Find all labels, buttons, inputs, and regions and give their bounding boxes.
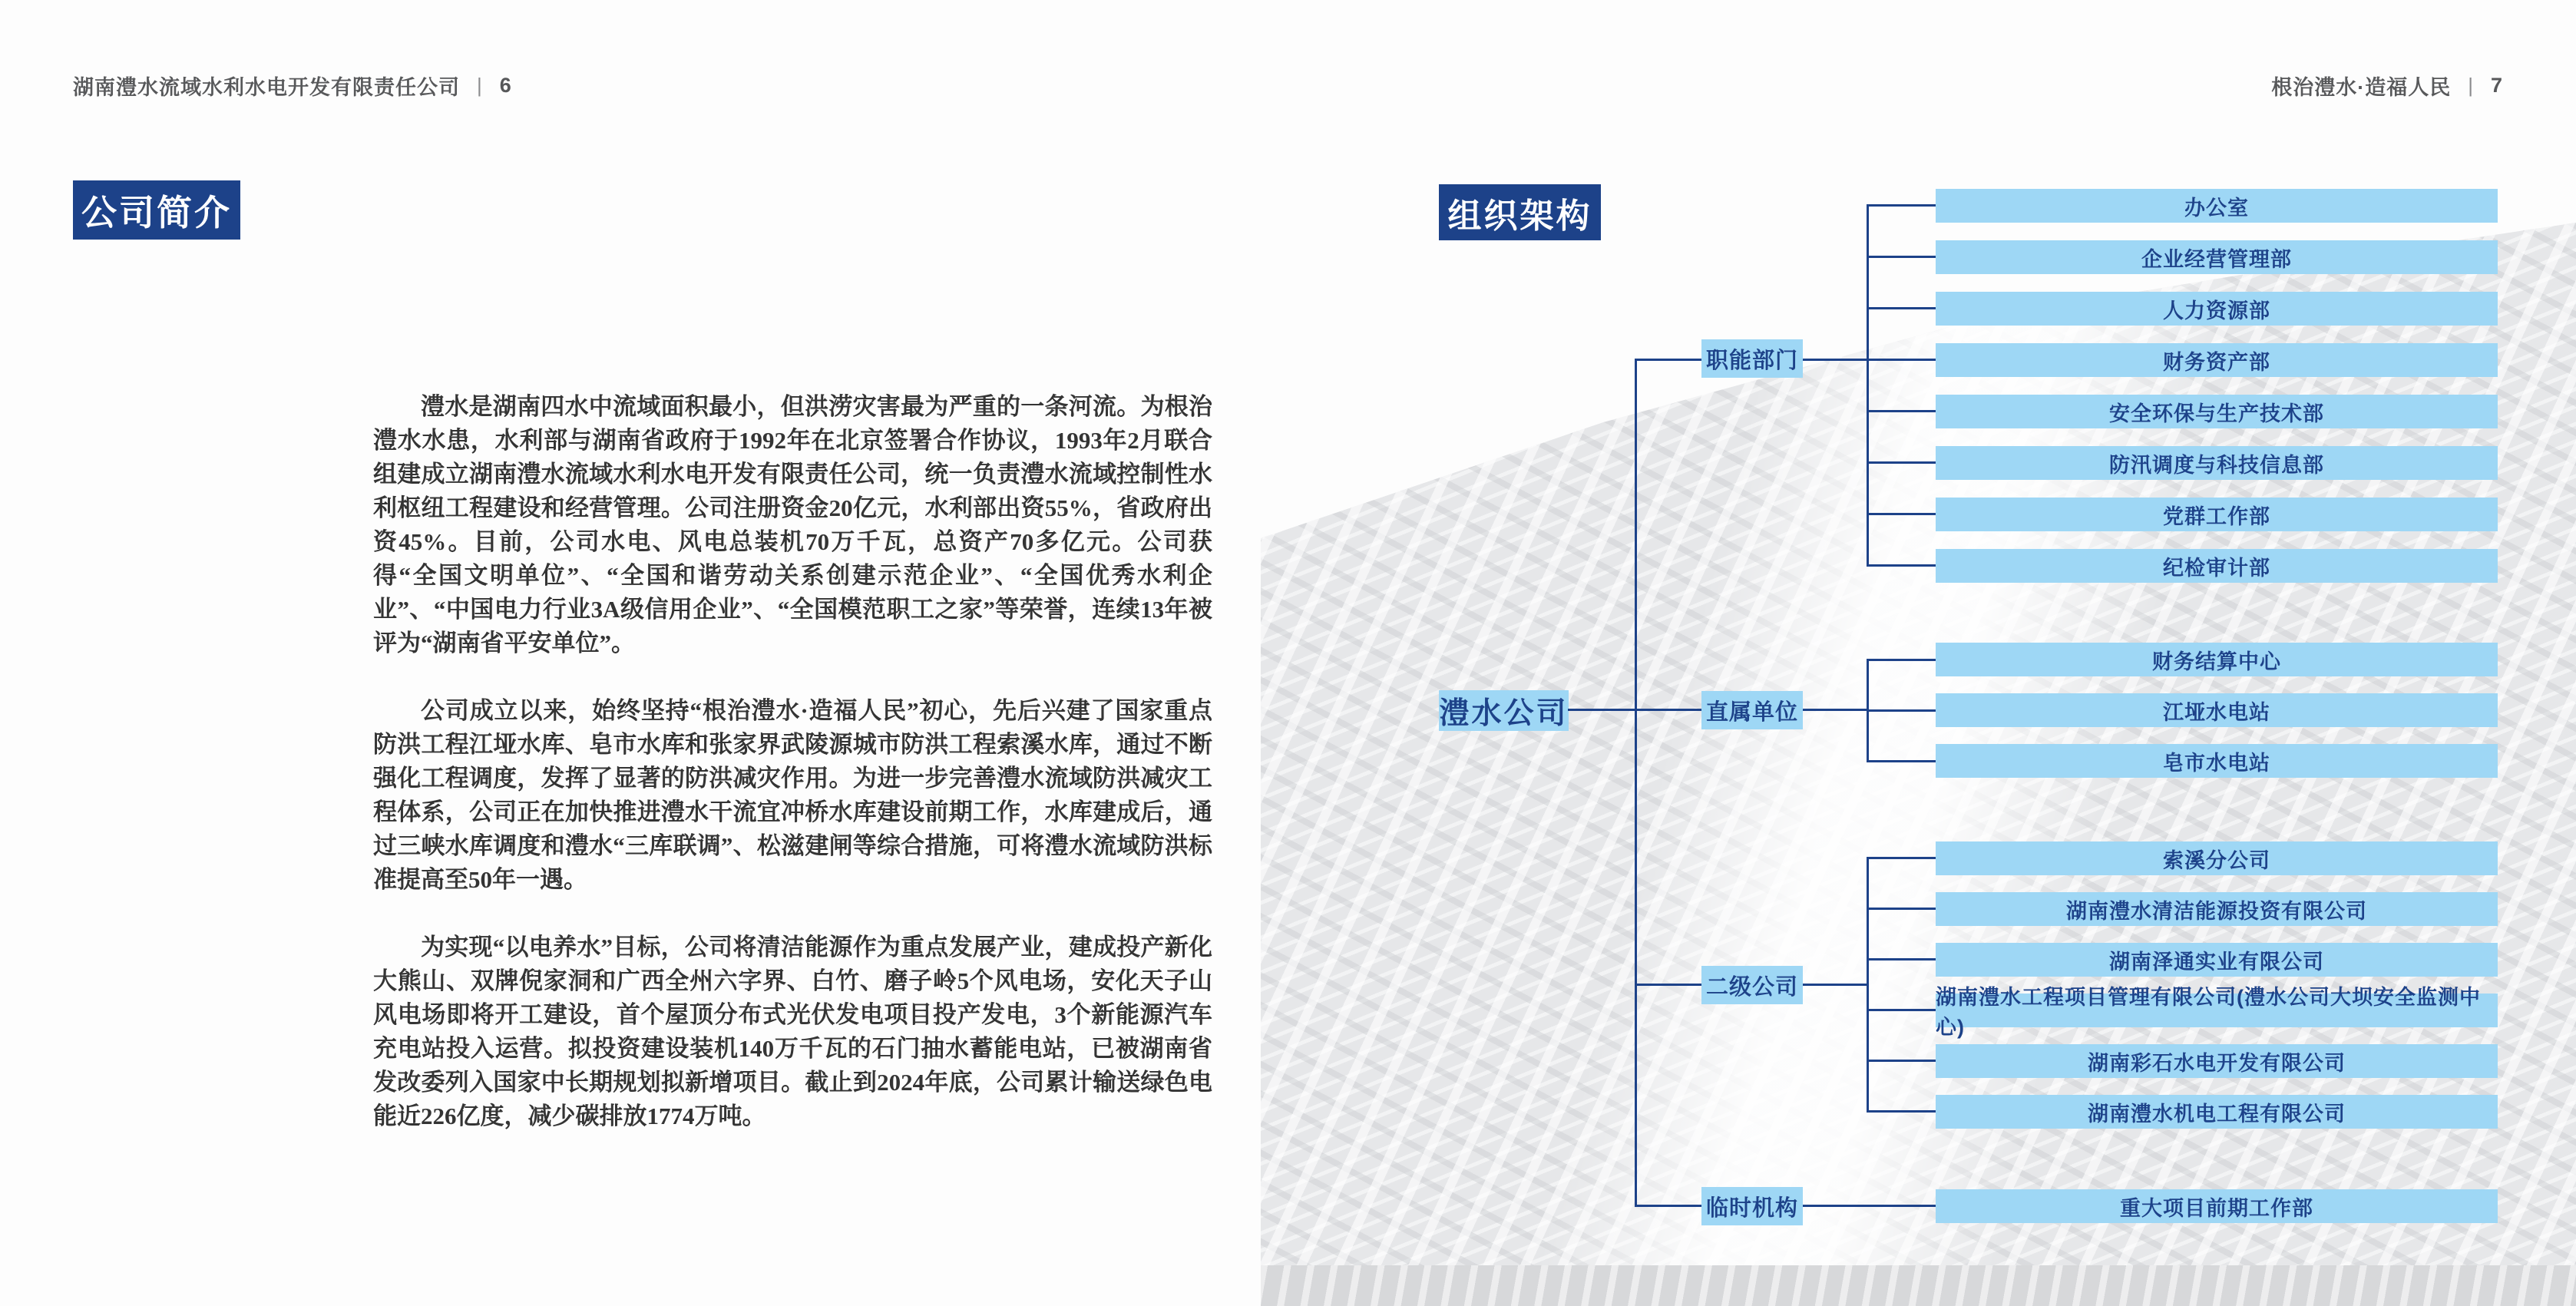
org-unit-bar: 江垭水电站 [1936,693,2498,727]
stub-line [1867,1110,1936,1113]
photo-bottom-strip [1261,1265,2576,1306]
org-root-node: 澧水公司 [1439,690,1569,731]
org-unit-bar: 湖南澧水清洁能源投资有限公司 [1936,892,2498,926]
org-category-directly-affiliated-units: 直属单位 [1701,691,1803,729]
org-unit-bar: 湖南泽通实业有限公司 [1936,943,2498,977]
stub-line [1867,659,1936,661]
org-category-second-level-companies: 二级公司 [1701,966,1803,1004]
stub-line [1867,958,1936,960]
section-title-org-structure: 组织架构 [1439,184,1601,240]
stub-line [1867,256,1936,258]
connector-line [1803,359,1869,361]
right-page-header [2271,72,2503,98]
stub-line [1867,1009,1936,1011]
paragraph-1: 澧水是湖南四水中流域面积最小，但洪涝灾害最为严重的一条河流。为根治澧水水患，水利部与湖南省政府于1992年在北京签署合作协议，1993年2月联合组建成立湖南澧水流域水利水电开发有限责任公司，统一负责澧水流域控制性水利枢纽工程建设和经营管理。公司注册资金20亿元，水利部出资55%，省政府出资45%。目前，公司水电、风电总装机70万千瓦，总资产70多亿元。公司获得“全国文明单位”、“全国和谐劳动关系创建示范企业”、“全国优秀水利企业”、“中国电力行业3A级信用企业”、“全国模范职工之家”等荣誉，连续13年被评为“湖南省平安单位”。 [373,393,1212,656]
org-group-temporary-organizations [1936,1189,2498,1223]
company-name: 湖南澧水流域水利水电开发有限责任公司 [73,75,460,99]
stub-line [1867,857,1936,859]
org-unit-bar: 纪检审计部 [1936,549,2498,583]
org-trunk-line [1635,359,1637,1207]
org-group-directly-affiliated-units [1936,643,2498,778]
stub-line [1867,1060,1936,1062]
org-category-functional-departments: 职能部门 [1701,339,1803,378]
org-unit-bar: 皂市水电站 [1936,744,2498,778]
connector-line [1568,709,1701,711]
connector-line [1635,984,1701,986]
org-unit-bar: 索溪分公司 [1936,841,2498,875]
group-connector-line [1867,857,1869,1113]
org-unit-bar: 人力资源部 [1936,292,2498,326]
org-category-temporary-organizations: 临时机构 [1701,1187,1803,1225]
stub-line [1867,359,1936,361]
section-title-company-profile: 公司简介 [73,180,240,240]
left-page-header [73,72,512,98]
org-unit-bar: 湖南澧水机电工程有限公司 [1936,1095,2498,1129]
stub-line [1867,709,1936,712]
org-unit-bar: 防汛调度与科技信息部 [1936,446,2498,480]
connector-line [1803,984,1869,986]
org-unit-bar: 企业经营管理部 [1936,240,2498,274]
connector-line [1803,709,1869,711]
paragraph-2: 公司成立以来，始终坚持“根治澧水·造福人民”初心，先后兴建了国家重点防洪工程江垭水库、皂市水库和张家界武陵源城市防洪工程索溪水库，通过不断强化工程调度，发挥了显著的防洪减灾作用。为进一步完善澧水流域防洪减灾工程体系，公司正在加快推进澧水干流宜冲桥水库建设前期工作，水库建成后，通过三峡水库调度和澧水“三库联调”、松滋建闸等综合措施，可将澧水流域防洪标准提高至50年一遇。 [373,697,1212,893]
slogan: 根治澧水·造福人民 [2271,75,2452,99]
stub-line [1867,564,1936,567]
stub-line [1867,461,1936,464]
header-separator: | [477,73,483,97]
org-unit-bar: 安全环保与生产技术部 [1936,395,2498,428]
stub-line [1867,307,1936,309]
company-profile-text [373,390,1212,1133]
connector-line [1803,1205,1936,1207]
stub-line [1867,908,1936,910]
org-unit-bar: 重大项目前期工作部 [1936,1189,2498,1223]
page-number-right: 7 [2490,73,2503,97]
connector-line [1635,1205,1701,1207]
connector-line [1635,359,1701,361]
stub-line [1867,204,1936,207]
header-separator: | [2468,73,2474,97]
org-unit-bar: 党群工作部 [1936,498,2498,531]
org-group-functional-departments [1936,189,2498,583]
page-number-left: 6 [499,73,512,97]
org-unit-bar: 财务结算中心 [1936,643,2498,676]
stub-line [1867,760,1936,762]
org-unit-bar: 财务资产部 [1936,343,2498,377]
paragraph-3: 为实现“以电养水”目标，公司将清洁能源作为重点发展产业，建成投产新化大熊山、双牌倪家洞和广西全州六字界、白竹、磨子岭5个风电场，安化天子山风电场即将开工建设，首个屋顶分布式光伏发电项目投产发电，3个新能源汽车充电站投入运营。拟投资建设装机140万千瓦的石门抽水蓄能电站，已被湖南省发改委列入国家中长期规划拟新增项目。截止到2024年底，公司累计输送绿色电能近226亿度，减少碳排放1774万吨。 [373,934,1212,1129]
stub-line [1867,410,1936,412]
stub-line [1867,513,1936,515]
org-unit-bar: 办公室 [1936,189,2498,223]
org-group-second-level-companies [1936,841,2498,1129]
org-unit-bar: 湖南彩石水电开发有限公司 [1936,1044,2498,1078]
org-unit-bar: 湖南澧水工程项目管理有限公司(澧水公司大坝安全监测中心) [1936,994,2498,1027]
